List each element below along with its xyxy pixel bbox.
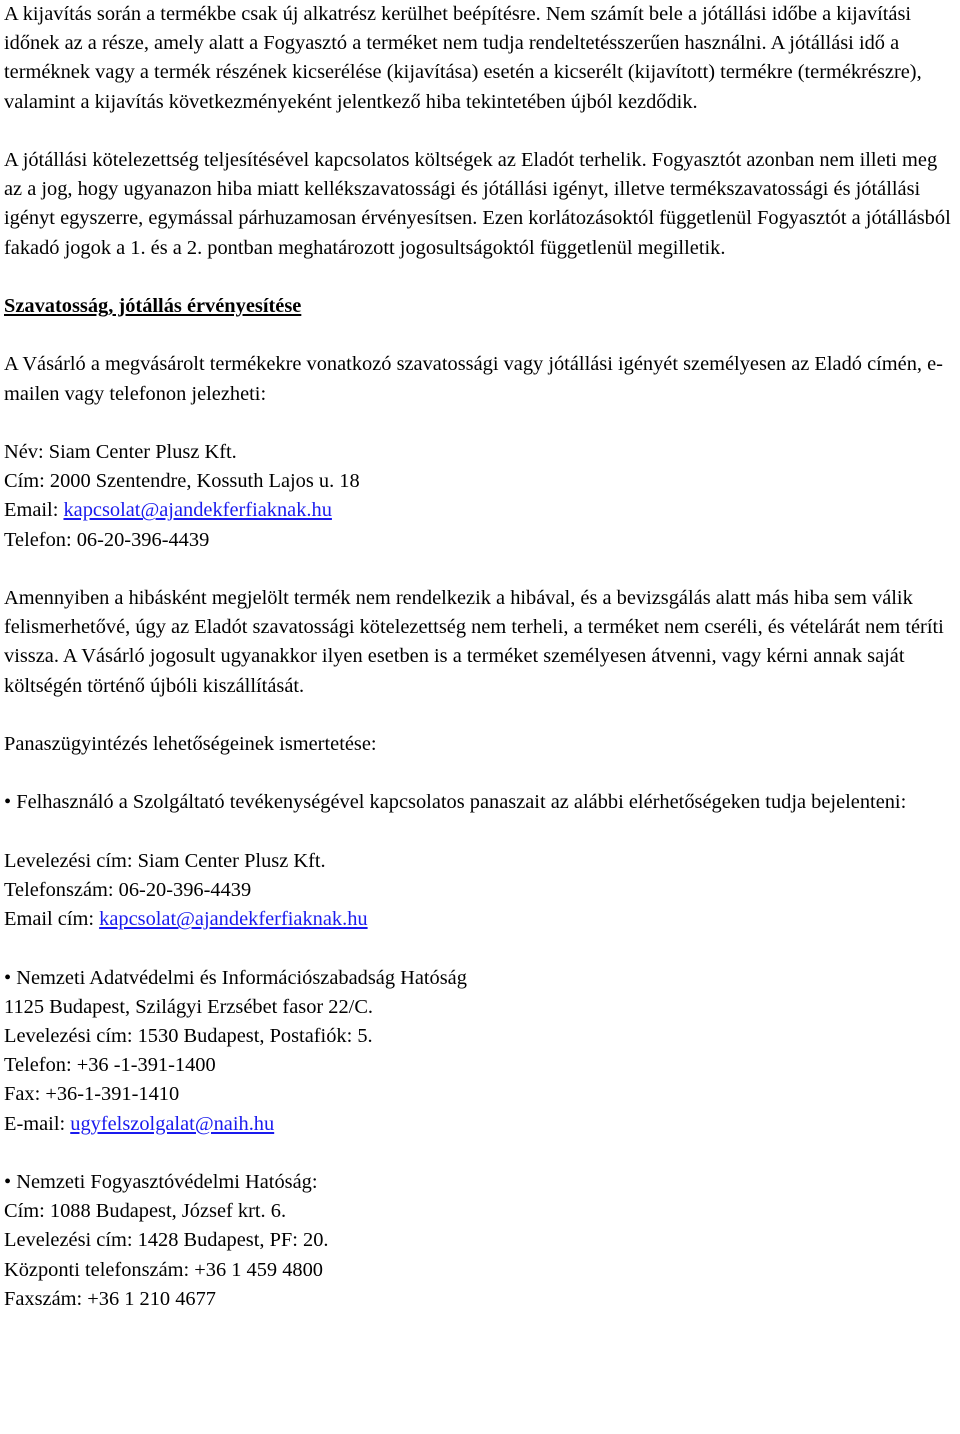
spacer bbox=[4, 934, 954, 963]
naih-postal: Levelezési cím: 1530 Budapest, Postafiók: 5. bbox=[4, 1024, 373, 1047]
spacer bbox=[4, 1139, 954, 1168]
naih-address: 1125 Budapest, Szilágyi Erzsébet fasor 22/C. bbox=[4, 995, 374, 1018]
complaints-contact-block bbox=[4, 847, 954, 935]
spacer bbox=[4, 701, 954, 730]
section-heading: Szavatosság, jótállás érvényesítése bbox=[4, 295, 302, 317]
complaints-title: Panaszügyintézés lehetőségeinek ismertetése: bbox=[4, 732, 377, 755]
seller-contact-block bbox=[4, 438, 954, 555]
naih-title: • Nemzeti Adatvédelmi és Információszabadság Hatóság bbox=[4, 966, 467, 989]
complaints-postal: Levelezési cím: Siam Center Plusz Kft. bbox=[4, 849, 326, 872]
naih-email-link[interactable]: ugyfelszolgalat@naih.hu bbox=[70, 1112, 275, 1135]
seller-phone: Telefon: 06-20-396-4439 bbox=[4, 528, 210, 551]
naih-phone: Telefon: +36 -1-391-1400 bbox=[4, 1054, 216, 1077]
naih-fax: Fax: +36-1-391-1410 bbox=[4, 1083, 180, 1106]
paragraph-claim-intro: A Vásárló a megvásárolt termékekre vonatkozó szavatossági vagy jótállási igényét személyesen az Eladó címén, e-mailen vagy telefonon jelezheti: bbox=[4, 353, 943, 405]
nfh-phone: Központi telefonszám: +36 1 459 4800 bbox=[4, 1258, 324, 1281]
spacer bbox=[4, 818, 954, 847]
paragraph-warranty-costs: A jótállási kötelezettség teljesítésével kapcsolatos költségek az Eladót terhelik. Fogyasztót azonban nem illeti meg az a jog, hogy ugyanazon hiba miatt kellékszavatossági és jótállási igényt, illetve termékszavatossági és jótállási igényt egyszerre, egymással párhuzamosan érvényesítsen. Ezen korlátozásoktól függetlenül Fogyasztót a jótállásból fakadó jogok a 1. és a 2. pontban meghatározott jogosultságoktól függetlenül megilletik. bbox=[4, 149, 951, 259]
spacer bbox=[4, 117, 954, 146]
seller-address: Cím: 2000 Szentendre, Kossuth Lajos u. 18 bbox=[4, 470, 360, 493]
spacer bbox=[4, 759, 954, 788]
nfh-title: • Nemzeti Fogyasztóvédelmi Hatóság: bbox=[4, 1170, 318, 1193]
seller-name: Név: Siam Center Plusz Kft. bbox=[4, 440, 237, 463]
naih-email-label: E-mail: bbox=[4, 1112, 71, 1135]
paragraph-repair-warranty: A kijavítás során a termékbe csak új alkatrész kerülhet beépítésre. Nem számít bele a jótállási időbe a kijavítási időnek az a része, amely alatt a Fogyasztó a terméket nem tudja rendeltetésszerűen használni. A jótállási idő a terméknek vagy a termék részének kicserélése (kijavítása) esetén a kicserélt (kijavított) termékre (termékrészre), valamint a kijavítás következményeként jelentkező hiba tekintetében újból kezdődik. bbox=[4, 3, 922, 113]
complaints-intro: • Felhasználó a Szolgáltató tevékenységével kapcsolatos panaszait az alábbi elérhetőségeken tudja bejelenteni: bbox=[4, 791, 907, 814]
nfh-fax: Faxszám: +36 1 210 4677 bbox=[4, 1287, 216, 1310]
complaints-email-line bbox=[4, 905, 954, 934]
spacer bbox=[4, 321, 954, 350]
naih-contact-block bbox=[4, 964, 954, 1139]
nfh-contact-block bbox=[4, 1168, 954, 1314]
complaints-email-link[interactable]: kapcsolat@ajandekferfiaknak.hu bbox=[99, 908, 368, 931]
spacer bbox=[4, 409, 954, 438]
paragraph-no-defect: Amennyiben a hibásként megjelölt termék nem rendelkezik a hibával, és a bevizsgálás alatt más hiba sem válik felismerhetővé, úgy az Eladót szavatossági kötelezettség nem terheli, a terméket nem cseréli, és vételárát nem téríti vissza. A Vásárló jogosult ugyanakkor ilyen esetben is a terméket személyesen átvenni, vagy kérni annak saját költségén történő újbóli kiszállítását. bbox=[4, 586, 944, 697]
spacer bbox=[4, 263, 954, 292]
nfh-address: Cím: 1088 Budapest, József krt. 6. bbox=[4, 1200, 287, 1223]
naih-email-line bbox=[4, 1110, 954, 1139]
complaints-phone: Telefonszám: 06-20-396-4439 bbox=[4, 878, 252, 901]
seller-email-link[interactable]: kapcsolat@ajandekferfiaknak.hu bbox=[63, 499, 332, 522]
seller-email-line bbox=[4, 496, 954, 525]
seller-email-label: Email: bbox=[4, 499, 64, 522]
complaints-email-label: Email cím: bbox=[4, 908, 100, 931]
spacer bbox=[4, 555, 954, 584]
document-page bbox=[4, 0, 954, 1314]
nfh-postal: Levelezési cím: 1428 Budapest, PF: 20. bbox=[4, 1229, 329, 1252]
